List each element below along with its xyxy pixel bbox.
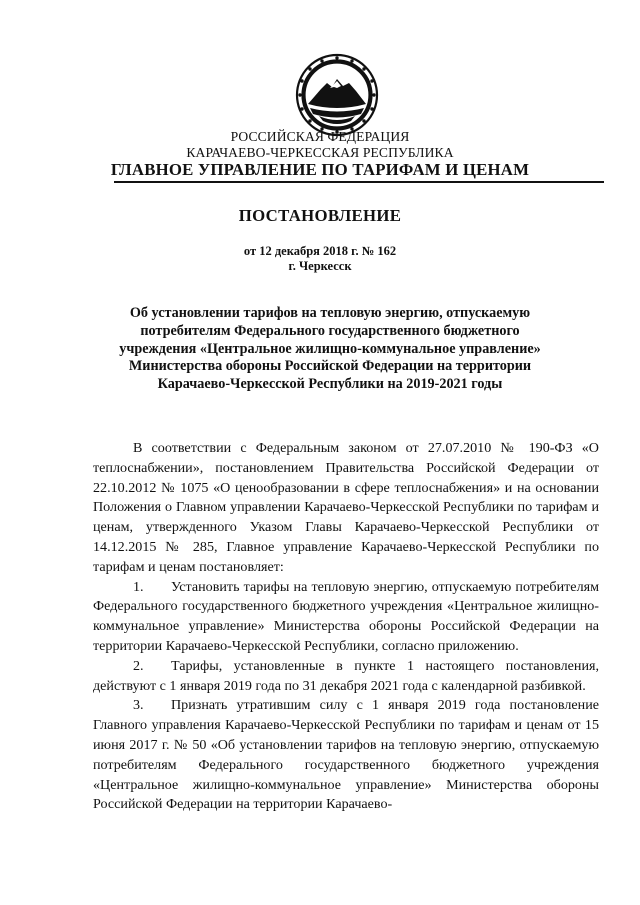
document-place: г. Черкесск	[288, 259, 352, 273]
clause-2	[93, 657, 599, 697]
intro-paragraph: В соответствии с Федеральным законом от 27.07.2010 № 190-ФЗ «О теплоснабжении», постановлением Правительства Российской Федерации от 22.10.2012 № 1075 «О ценообразовании в сфере теплоснабжения» и на основании Положения о Главном управлении Карачаево-Черкесской Республики по тарифам и ценам, утвержденного Указом Главы Карачаево-Черкесской Республики от 14.12.2015 № 285, Главное управление Карачаево-Черкесской Республики по тарифам и ценам постановляет:	[93, 440, 599, 575]
clause-3-text: Признать утратившим силу с 1 января 2019 года постановление Главного управления Карачаево-Черкесской Республики по тарифам и ценам от 15 июня 2017 г. № 50 «Об установлении тарифов на тепловую энергию, отпускаемую потребителям Федерального государственного бюджетного учреждения «Центральное жилищно-коммунальное управление» Министерства обороны Российской Федерации на территории Карачаево-	[93, 697, 599, 813]
clause-1-text: Установить тарифы на тепловую энергию, отпускаемую потребителям Федерального государственного бюджетного учреждения «Центральное жилищно-коммунальное управление» Министерства обороны Российской Федерации на территории Карачаево-Черкесской Республики, согласно приложению.	[93, 578, 599, 654]
document-body	[93, 439, 599, 815]
header-country: РОССИЙСКАЯ ФЕДЕРАЦИЯ	[230, 129, 410, 144]
header-divider	[114, 181, 604, 183]
header-republic: КАРАЧАЕВО-ЧЕРКЕССКАЯ РЕСПУБЛИКА	[186, 145, 454, 160]
clause-2-text: Тарифы, установленные в пункте 1 настоящего постановления, действуют с 1 января 2019 года по 31 декабря 2021 года с календарной разбивкой.	[93, 657, 599, 694]
document-subject: Об установлении тарифов на тепловую энергию, отпускаемую потребителям Федерального государственного бюджетного учреждения «Центральное жилищно-коммунальное управление» Министерства обороны Российской Федерации на территории Карачаево-Черкесской Республики на 2019-2021 годы	[119, 305, 541, 393]
coat-of-arms-icon	[294, 52, 380, 138]
document-type: ПОСТАНОВЛЕНИЕ	[238, 206, 402, 225]
header-agency: ГЛАВНОЕ УПРАВЛЕНИЕ ПО ТАРИФАМ И ЦЕНАМ	[110, 160, 530, 179]
document-date-number: от 12 декабря 2018 г. № 162	[243, 244, 397, 258]
clause-3	[93, 696, 599, 815]
clause-1	[93, 578, 599, 657]
clause-2-number: 2.	[133, 657, 144, 674]
clause-3-number: 3.	[133, 697, 144, 714]
clause-1-number: 1.	[133, 578, 144, 595]
